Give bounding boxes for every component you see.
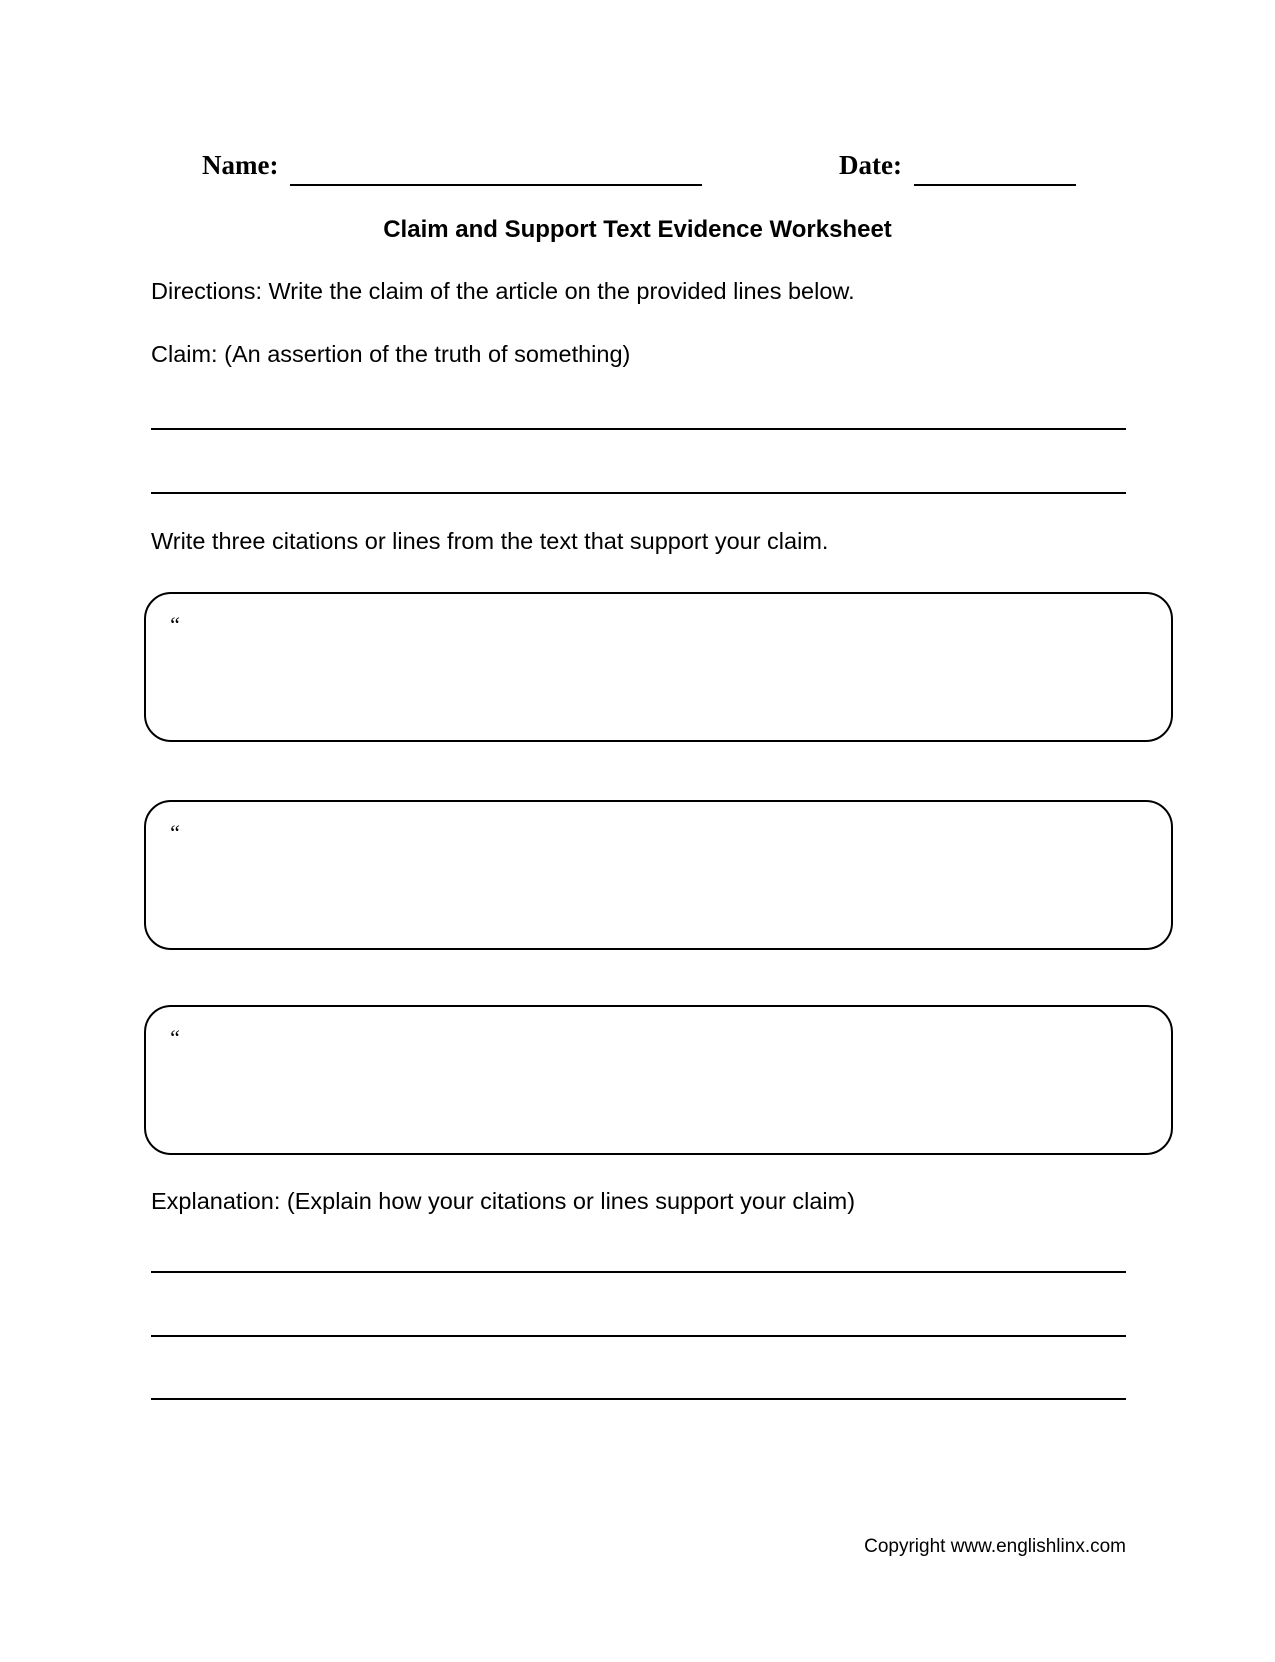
name-input-line[interactable]: [290, 184, 702, 186]
explanation-line-2[interactable]: [151, 1335, 1126, 1337]
explanation-label: Explanation: (Explain how your citations or lines support your claim): [151, 1188, 856, 1214]
claim-line-2[interactable]: [151, 492, 1126, 494]
explanation-line-1[interactable]: [151, 1271, 1126, 1273]
citations-prompt: Write three citations or lines from the text that support your claim.: [151, 528, 829, 554]
explanation-line-3[interactable]: [151, 1398, 1126, 1400]
quote-mark-icon: “: [168, 612, 181, 637]
name-label: Name:: [202, 150, 279, 180]
quote-mark-icon: “: [168, 820, 181, 845]
claim-line-1[interactable]: [151, 428, 1126, 430]
claim-label: Claim: (An assertion of the truth of something): [151, 341, 631, 367]
copyright-text: Copyright www.englishlinx.com: [864, 1536, 1126, 1557]
quote-mark-icon: “: [168, 1025, 181, 1050]
directions-text: Directions: Write the claim of the article on the provided lines below.: [151, 278, 855, 304]
citation-box-1[interactable]: [144, 592, 1173, 742]
citation-box-3[interactable]: [144, 1005, 1173, 1155]
date-input-line[interactable]: [914, 184, 1076, 186]
worksheet-title: Claim and Support Text Evidence Worksheet: [383, 216, 892, 243]
date-label: Date:: [839, 150, 902, 180]
citation-box-2[interactable]: [144, 800, 1173, 950]
